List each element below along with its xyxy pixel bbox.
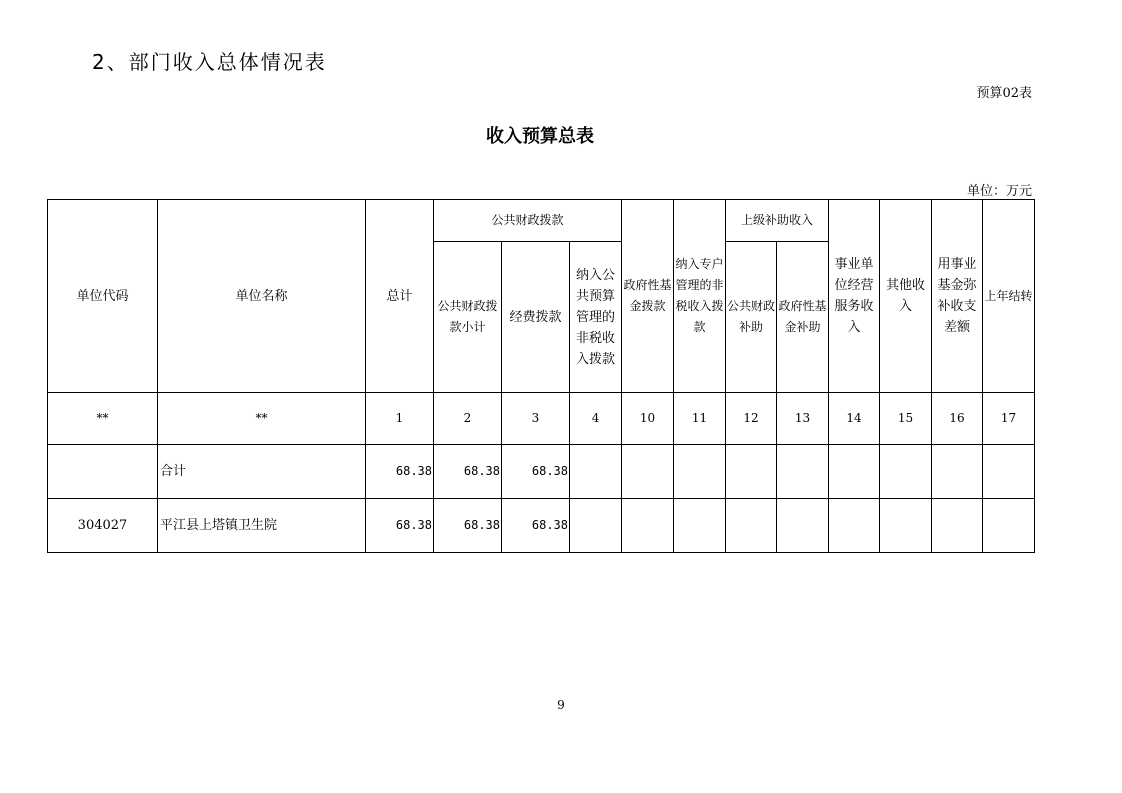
index-cell: 3 — [502, 393, 570, 445]
unit-label: 单位：万元 — [966, 184, 1032, 199]
header-public-finance: 公共财政拨款 — [434, 200, 622, 242]
index-cell: ** — [158, 393, 366, 445]
empty-cell — [622, 445, 674, 499]
header-non-tax-special: 纳入专户管理的非税收入拨款 — [674, 200, 726, 393]
unit-name-cell: 平江县上塔镇卫生院 — [158, 499, 366, 553]
table-title: 收入预算总表 — [486, 126, 594, 147]
operating-cell: 68.38 — [502, 499, 570, 553]
header-operating-funds: 经费拨款 — [502, 242, 570, 393]
header-total: 总计 — [366, 200, 434, 393]
header-unit-code: 单位代码 — [48, 200, 158, 393]
empty-cell — [570, 499, 622, 553]
empty-cell — [622, 499, 674, 553]
empty-cell — [674, 445, 726, 499]
empty-cell — [726, 445, 777, 499]
index-cell: 12 — [726, 393, 777, 445]
income-budget-table — [47, 199, 1035, 553]
index-cell: 13 — [777, 393, 829, 445]
empty-cell — [983, 445, 1035, 499]
index-cell: 4 — [570, 393, 622, 445]
header-gov-fund: 政府性基金拨款 — [622, 200, 674, 393]
index-cell: 15 — [880, 393, 932, 445]
form-code: 预算02表 — [976, 86, 1032, 101]
header-fund-balance: 用事业基金弥补收支差额 — [932, 200, 983, 393]
table-row — [48, 445, 1035, 499]
header-superior-subsidy: 上级补助收入 — [726, 200, 829, 242]
index-cell: 1 — [366, 393, 434, 445]
empty-cell — [932, 499, 983, 553]
header-public-finance-subtotal: 公共财政拨款小计 — [434, 242, 502, 393]
total-cell: 68.38 — [366, 499, 434, 553]
index-cell: 17 — [983, 393, 1035, 445]
empty-cell — [777, 499, 829, 553]
index-cell: 2 — [434, 393, 502, 445]
index-cell: 10 — [622, 393, 674, 445]
empty-cell — [829, 499, 880, 553]
operating-cell: 68.38 — [502, 445, 570, 499]
header-unit-name: 单位名称 — [158, 200, 366, 393]
header-gov-fund-subsidy: 政府性基金补助 — [777, 242, 829, 393]
header-prior-year-carryover: 上年结转 — [983, 200, 1035, 393]
header-business-service-income: 事业单位经营服务收入 — [829, 200, 880, 393]
empty-cell — [777, 445, 829, 499]
table-row — [48, 499, 1035, 553]
index-row — [48, 393, 1035, 445]
index-cell: 11 — [674, 393, 726, 445]
empty-cell — [880, 445, 932, 499]
index-cell: 16 — [932, 393, 983, 445]
total-cell: 68.38 — [366, 445, 434, 499]
header-other-income: 其他收入 — [880, 200, 932, 393]
header-public-finance-subsidy: 公共财政补助 — [726, 242, 777, 393]
empty-cell — [829, 445, 880, 499]
page-number: 9 — [557, 698, 565, 712]
index-cell: ** — [48, 393, 158, 445]
unit-name-cell: 合计 — [158, 445, 366, 499]
empty-cell — [932, 445, 983, 499]
header-non-tax-in-budget: 纳入公共预算管理的非税收入拨款 — [570, 242, 622, 393]
unit-code-cell: 304027 — [48, 499, 158, 553]
index-cell: 14 — [829, 393, 880, 445]
section-title: 2、部门收入总体情况表 — [92, 50, 327, 74]
empty-cell — [674, 499, 726, 553]
subtotal-cell: 68.38 — [434, 445, 502, 499]
empty-cell — [726, 499, 777, 553]
empty-cell — [570, 445, 622, 499]
empty-cell — [880, 499, 932, 553]
subtotal-cell: 68.38 — [434, 499, 502, 553]
empty-cell — [983, 499, 1035, 553]
unit-code-cell — [48, 445, 158, 499]
